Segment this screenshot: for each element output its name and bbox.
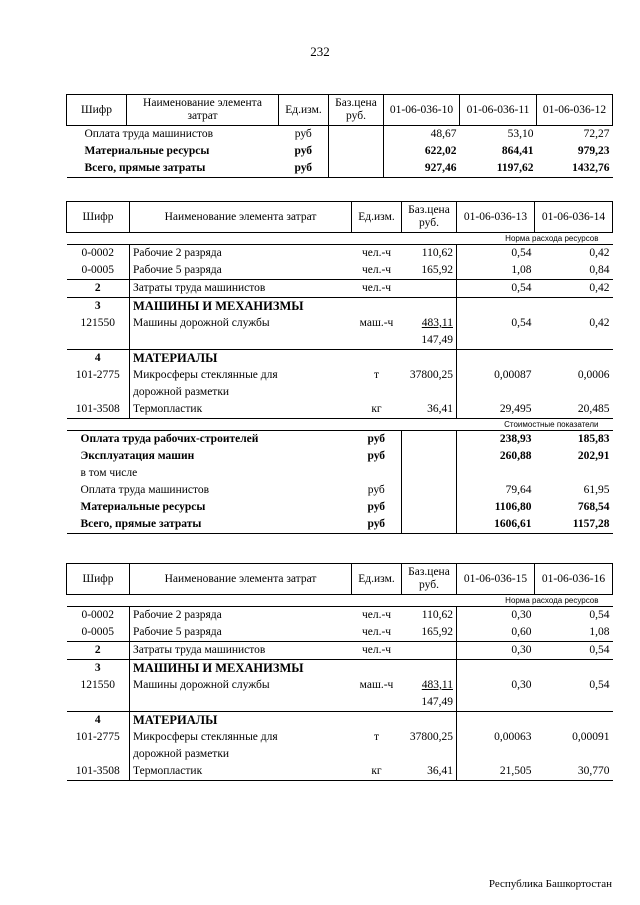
row-value: 0,0006 bbox=[577, 369, 610, 381]
row-price: 110,62 bbox=[421, 247, 453, 259]
row-code: 3 bbox=[67, 660, 130, 678]
row-code: 4 bbox=[67, 712, 130, 730]
row-value: 0,30 bbox=[457, 677, 535, 694]
row-name: Рабочие 2 разряда bbox=[130, 607, 352, 625]
row-unit: руб bbox=[294, 145, 313, 157]
row-name: Оплата труда машинистов bbox=[84, 128, 214, 140]
row-value: 53,10 bbox=[507, 128, 534, 140]
row-price-secondary: 147,49 bbox=[421, 334, 453, 346]
table-row bbox=[67, 499, 613, 516]
column-header: Наименование элемента затрат bbox=[130, 202, 352, 233]
row-value: 29,495 bbox=[457, 401, 535, 419]
row-value: 61,95 bbox=[583, 484, 610, 496]
table-row bbox=[67, 143, 613, 160]
section-title: МАТЕРИАЛЫ bbox=[130, 712, 352, 730]
row-name: Рабочие 5 разряда bbox=[130, 262, 352, 280]
table-row bbox=[67, 332, 613, 350]
row-unit: руб bbox=[352, 516, 402, 534]
row-value: 260,88 bbox=[457, 448, 535, 465]
row-value: 979,23 bbox=[577, 145, 610, 157]
table-row bbox=[67, 315, 613, 332]
row-value: 1432,76 bbox=[537, 160, 613, 178]
table-row bbox=[67, 516, 613, 534]
column-header: Ед.изм. bbox=[352, 564, 402, 595]
column-header: 01-06-036-16 bbox=[535, 564, 613, 595]
row-code: 101-3508 bbox=[67, 763, 130, 781]
column-header: Баз.цена руб. bbox=[329, 95, 384, 126]
row-code: 0-0005 bbox=[81, 264, 115, 276]
row-name: Машины дорожной службы bbox=[130, 677, 352, 694]
row-price: 37800,25 bbox=[409, 731, 453, 743]
table-row bbox=[67, 280, 613, 298]
row-name-continued: дорожной разметки bbox=[130, 746, 352, 763]
section-title: МАШИНЫ И МЕХАНИЗМЫ bbox=[130, 660, 352, 678]
table-row bbox=[67, 746, 613, 763]
row-unit: чел.-ч bbox=[361, 247, 392, 259]
table-row bbox=[67, 245, 613, 263]
row-value: 0,54 bbox=[589, 609, 610, 621]
row-value: 0,30 bbox=[457, 607, 535, 625]
row-value: 72,27 bbox=[583, 128, 610, 140]
row-unit: кг bbox=[352, 763, 402, 781]
row-value: 622,02 bbox=[384, 143, 460, 160]
column-header: 01-06-036-11 bbox=[460, 95, 537, 126]
row-value: 21,505 bbox=[457, 763, 535, 781]
column-header: Шифр bbox=[67, 95, 127, 126]
row-unit: маш.-ч bbox=[359, 679, 394, 691]
table-row bbox=[67, 607, 613, 625]
column-header: 01-06-036-10 bbox=[384, 95, 460, 126]
row-unit: т bbox=[373, 731, 380, 743]
table-row bbox=[67, 126, 613, 144]
row-value: 768,54 bbox=[577, 501, 610, 513]
table-row bbox=[67, 367, 613, 384]
row-name: Рабочие 2 разряда bbox=[130, 245, 352, 263]
row-value: 1197,62 bbox=[460, 160, 537, 178]
section-title: МАШИНЫ И МЕХАНИЗМЫ bbox=[130, 298, 352, 316]
cost-table-1 bbox=[66, 94, 613, 178]
row-value: 48,67 bbox=[384, 126, 460, 144]
row-price: 483,11 bbox=[421, 679, 453, 691]
page-footer: Республика Башкортостан bbox=[488, 878, 612, 890]
row-value: 1157,28 bbox=[535, 516, 613, 534]
row-value: 0,00087 bbox=[457, 367, 535, 384]
row-unit: руб bbox=[367, 501, 386, 513]
row-price: 36,41 bbox=[402, 763, 457, 781]
column-header: Баз.цена руб. bbox=[402, 202, 457, 233]
row-code: 0-0002 bbox=[81, 247, 115, 259]
table-row bbox=[67, 677, 613, 694]
section-header-row bbox=[67, 350, 613, 368]
row-value: 0,60 bbox=[457, 624, 535, 642]
table-row bbox=[67, 482, 613, 499]
row-unit: т bbox=[373, 369, 380, 381]
column-header: Наименование элемента затрат bbox=[127, 95, 279, 126]
row-value: 0,42 bbox=[589, 317, 610, 329]
row-price: 110,62 bbox=[421, 609, 453, 621]
row-code: 101-2775 bbox=[75, 369, 120, 381]
row-name: Машины дорожной службы bbox=[130, 315, 352, 332]
row-unit: чел.-ч bbox=[361, 264, 392, 276]
row-unit: чел.-ч bbox=[352, 642, 402, 660]
row-name: Термопластик bbox=[130, 763, 352, 781]
column-header: 01-06-036-15 bbox=[457, 564, 535, 595]
row-value: 0,54 bbox=[535, 642, 613, 660]
row-value: 0,54 bbox=[457, 315, 535, 332]
row-value: 0,54 bbox=[457, 280, 535, 298]
row-unit: чел.-ч bbox=[352, 280, 402, 298]
row-price-secondary: 147,49 bbox=[421, 696, 453, 708]
row-unit: руб bbox=[294, 128, 312, 140]
row-value: 864,41 bbox=[501, 145, 534, 157]
column-header: 01-06-036-13 bbox=[457, 202, 535, 233]
row-code: 2 bbox=[67, 280, 130, 298]
table-header-row bbox=[67, 564, 613, 595]
table-row bbox=[67, 465, 613, 482]
row-value: 1,08 bbox=[457, 262, 535, 280]
column-header: Ед.изм. bbox=[279, 95, 329, 126]
row-price: 165,92 bbox=[421, 626, 453, 638]
row-unit: руб bbox=[367, 433, 386, 445]
row-value: 185,83 bbox=[577, 433, 610, 445]
column-header: 01-06-036-12 bbox=[537, 95, 613, 126]
row-value: 1,08 bbox=[589, 626, 610, 638]
row-name-continued: дорожной разметки bbox=[130, 384, 352, 401]
row-name: Рабочие 5 разряда bbox=[130, 624, 352, 642]
cost-table-2 bbox=[66, 201, 613, 534]
row-name: Микросферы стеклянные для bbox=[130, 367, 352, 384]
row-value: 927,46 bbox=[384, 160, 460, 178]
row-unit: чел.-ч bbox=[361, 626, 392, 638]
row-unit: руб bbox=[279, 160, 329, 178]
column-header: Шифр bbox=[67, 202, 130, 233]
row-name: Затраты труда машинистов bbox=[130, 280, 352, 298]
row-value: 0,84 bbox=[589, 264, 610, 276]
row-name: Микросферы стеклянные для bbox=[130, 729, 352, 746]
section-label-row bbox=[67, 233, 613, 245]
table-row bbox=[67, 642, 613, 660]
norm-label: Норма расхода ресурсов bbox=[67, 233, 613, 245]
row-value: 1106,80 bbox=[457, 499, 535, 516]
row-unit: кг bbox=[371, 403, 382, 415]
row-value: 1606,61 bbox=[457, 516, 535, 534]
row-value: 30,770 bbox=[535, 763, 613, 781]
row-code: 0-0002 bbox=[81, 609, 115, 621]
row-value: 0,30 bbox=[457, 642, 535, 660]
page-number: 232 bbox=[310, 44, 330, 59]
row-code: 4 bbox=[67, 350, 130, 368]
section-header-row bbox=[67, 712, 613, 730]
column-header: Шифр bbox=[67, 564, 130, 595]
table-row bbox=[67, 448, 613, 465]
row-value: 0,00063 bbox=[457, 729, 535, 746]
cost-label: Стоимостные показатели bbox=[67, 419, 613, 431]
row-name: Оплата труда машинистов bbox=[80, 484, 210, 496]
row-code: 101-3508 bbox=[75, 403, 120, 415]
column-header: Наименование элемента затрат bbox=[130, 564, 352, 595]
norm-label: Норма расхода ресурсов bbox=[67, 595, 613, 607]
row-code: 3 bbox=[67, 298, 130, 316]
row-price: 165,92 bbox=[421, 264, 453, 276]
table-row bbox=[67, 431, 613, 449]
row-value: 0,00091 bbox=[572, 731, 610, 743]
row-code: 2 bbox=[67, 642, 130, 660]
section-label-row bbox=[67, 595, 613, 607]
row-price: 36,41 bbox=[427, 403, 453, 415]
section-title: МАТЕРИАЛЫ bbox=[130, 350, 352, 368]
row-name: Оплата труда рабочих-строителей bbox=[80, 433, 259, 445]
column-header: Ед.изм. bbox=[352, 202, 402, 233]
row-price: 37800,25 bbox=[409, 369, 453, 381]
table-row bbox=[67, 763, 613, 781]
row-value: 202,91 bbox=[577, 450, 610, 462]
section-label-row bbox=[67, 419, 613, 431]
row-code: 101-2775 bbox=[75, 731, 120, 743]
row-code: 121550 bbox=[80, 317, 115, 329]
table-row bbox=[67, 384, 613, 401]
table-row bbox=[67, 729, 613, 746]
section-header-row bbox=[67, 660, 613, 678]
table-header-row bbox=[67, 95, 613, 126]
row-value: 238,93 bbox=[457, 431, 535, 449]
row-unit: руб bbox=[367, 484, 385, 496]
row-name: Всего, прямые затраты bbox=[67, 516, 352, 534]
table-row bbox=[67, 694, 613, 712]
row-value: 79,64 bbox=[457, 482, 535, 499]
row-name: Материальные ресурсы bbox=[80, 501, 206, 513]
table-row bbox=[67, 262, 613, 280]
table-row bbox=[67, 401, 613, 419]
row-value: 0,54 bbox=[589, 679, 610, 691]
table-row bbox=[67, 160, 613, 178]
row-unit: маш.-ч bbox=[359, 317, 394, 329]
row-name: Материальные ресурсы bbox=[84, 145, 210, 157]
row-name: Эксплуатация машин bbox=[80, 450, 195, 462]
row-unit: руб bbox=[367, 450, 386, 462]
section-header-row bbox=[67, 298, 613, 316]
row-price: 483,11 bbox=[421, 317, 453, 329]
table-row bbox=[67, 624, 613, 642]
row-code: 121550 bbox=[80, 679, 115, 691]
row-name: Термопластик bbox=[130, 401, 352, 419]
row-value: 0,42 bbox=[535, 280, 613, 298]
row-value: 0,54 bbox=[457, 245, 535, 263]
table-header-row bbox=[67, 202, 613, 233]
row-name: Всего, прямые затраты bbox=[67, 160, 279, 178]
row-unit: чел.-ч bbox=[361, 609, 392, 621]
cost-table-3 bbox=[66, 563, 613, 781]
column-header: 01-06-036-14 bbox=[535, 202, 613, 233]
row-value: 0,42 bbox=[589, 247, 610, 259]
row-code: 0-0005 bbox=[81, 626, 115, 638]
row-value: 20,485 bbox=[577, 403, 610, 415]
column-header: Баз.цена руб. bbox=[402, 564, 457, 595]
row-name: Затраты труда машинистов bbox=[130, 642, 352, 660]
row-name: в том числе bbox=[80, 467, 138, 479]
